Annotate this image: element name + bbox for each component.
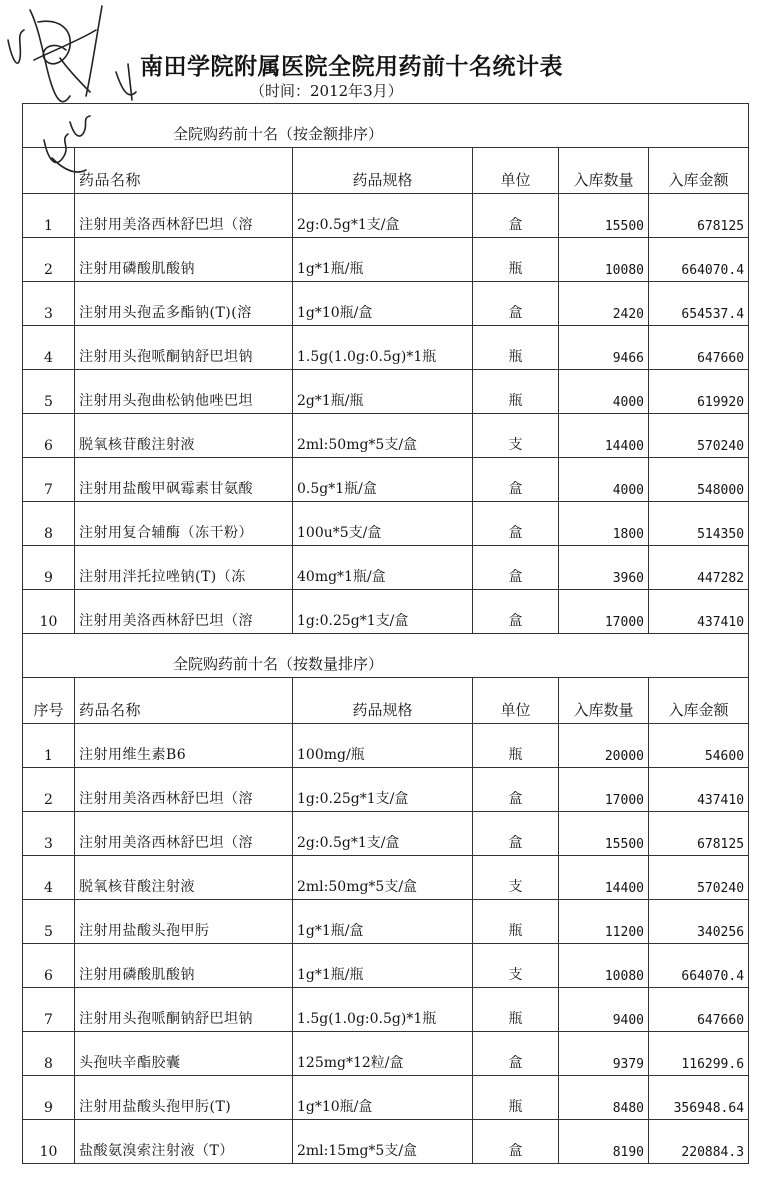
cell-drug-name: 注射用复合辅酶（冻干粉） (75, 502, 293, 546)
cell-stock-amount: 437410 (649, 768, 749, 812)
table-row (23, 458, 749, 502)
cell-stock-amount: 664070.4 (649, 944, 749, 988)
cell-drug-spec: 2g:0.5g*1支/盒 (293, 194, 473, 238)
cell-row-number: 1 (23, 194, 75, 238)
table-row (23, 1032, 749, 1076)
table-row (23, 370, 749, 414)
cell-stock-amount: 664070.4 (649, 238, 749, 282)
cell-drug-name: 脱氧核苷酸注射液 (75, 414, 293, 458)
cell-drug-spec: 1g:0.25g*1支/盒 (293, 768, 473, 812)
cell-row-number: 8 (23, 1032, 75, 1076)
cell-drug-spec: 2ml:50mg*5支/盒 (293, 414, 473, 458)
table-row (23, 326, 749, 370)
cell-drug-name: 注射用泮托拉唑钠(T)（冻 (75, 546, 293, 590)
cell-drug-unit: 瓶 (473, 370, 559, 414)
header-stock-amount: 入库金额 (649, 148, 749, 194)
cell-stock-amount: 447282 (649, 546, 749, 590)
cell-drug-unit: 瓶 (473, 326, 559, 370)
section-title-row (23, 104, 749, 148)
cell-drug-spec: 1.5g(1.0g:0.5g)*1瓶 (293, 326, 473, 370)
table-row (23, 724, 749, 768)
cell-stock-quantity: 15500 (559, 194, 649, 238)
table-row (23, 944, 749, 988)
cell-drug-spec: 1g*1瓶/瓶 (293, 944, 473, 988)
cell-stock-amount: 548000 (649, 458, 749, 502)
cell-drug-name: 注射用头孢哌酮钠舒巴坦钠 (75, 988, 293, 1032)
cell-row-number: 8 (23, 502, 75, 546)
cell-drug-name: 注射用磷酸肌酸钠 (75, 944, 293, 988)
header-stock-amount: 入库金额 (649, 678, 749, 724)
cell-stock-amount: 647660 (649, 988, 749, 1032)
header-drug-name: 药品名称 (75, 148, 293, 194)
cell-drug-unit: 盒 (473, 458, 559, 502)
section-title-row (23, 634, 749, 678)
cell-drug-name: 注射用头孢孟多酯钠(T)(溶 (75, 282, 293, 326)
cell-stock-amount: 220884.3 (649, 1120, 749, 1164)
cell-drug-unit: 支 (473, 414, 559, 458)
header-drug-spec: 药品规格 (293, 678, 473, 724)
page-title: 南田学院附属医院全院用药前十名统计表 (140, 53, 563, 80)
cell-stock-quantity: 8190 (559, 1120, 649, 1164)
cell-drug-unit: 盒 (473, 812, 559, 856)
cell-row-number: 7 (23, 988, 75, 1032)
cell-stock-amount: 654537.4 (649, 282, 749, 326)
cell-row-number: 10 (23, 1120, 75, 1164)
cell-drug-name: 脱氧核苷酸注射液 (75, 856, 293, 900)
section-title: 全院购药前十名（按金额排序） (23, 104, 749, 148)
cell-drug-spec: 1g:0.25g*1支/盒 (293, 590, 473, 634)
cell-row-number: 4 (23, 856, 75, 900)
cell-drug-spec: 1g*10瓶/盒 (293, 1076, 473, 1120)
cell-drug-unit: 盒 (473, 282, 559, 326)
cell-stock-quantity: 1800 (559, 502, 649, 546)
cell-drug-spec: 0.5g*1瓶/盒 (293, 458, 473, 502)
cell-drug-name: 盐酸氨溴索注射液（T） (75, 1120, 293, 1164)
cell-row-number: 3 (23, 812, 75, 856)
cell-row-number: 6 (23, 944, 75, 988)
cell-drug-unit: 瓶 (473, 988, 559, 1032)
cell-stock-amount: 678125 (649, 194, 749, 238)
cell-row-number: 3 (23, 282, 75, 326)
cell-drug-name: 注射用美洛西林舒巴坦（溶 (75, 590, 293, 634)
cell-row-number: 5 (23, 370, 75, 414)
cell-drug-unit: 支 (473, 856, 559, 900)
column-header-row (23, 148, 749, 194)
cell-drug-unit: 盒 (473, 1120, 559, 1164)
header-drug-unit: 单位 (473, 678, 559, 724)
cell-stock-amount: 647660 (649, 326, 749, 370)
table-row (23, 502, 749, 546)
cell-stock-quantity: 14400 (559, 414, 649, 458)
cell-stock-quantity: 4000 (559, 458, 649, 502)
section-title: 全院购药前十名（按数量排序） (23, 634, 749, 678)
cell-stock-amount: 570240 (649, 856, 749, 900)
cell-drug-unit: 盒 (473, 546, 559, 590)
cell-drug-spec: 1g*1瓶/瓶 (293, 238, 473, 282)
cell-drug-name: 注射用盐酸头孢甲肟(T) (75, 1076, 293, 1120)
cell-stock-quantity: 4000 (559, 370, 649, 414)
table-row (23, 768, 749, 812)
cell-stock-quantity: 17000 (559, 590, 649, 634)
cell-stock-amount: 619920 (649, 370, 749, 414)
header-row-number (23, 148, 75, 194)
cell-drug-name: 注射用美洛西林舒巴坦（溶 (75, 812, 293, 856)
cell-row-number: 1 (23, 724, 75, 768)
cell-drug-spec: 2g:0.5g*1支/盒 (293, 812, 473, 856)
cell-stock-quantity: 20000 (559, 724, 649, 768)
table-row (23, 1120, 749, 1164)
header-drug-spec: 药品规格 (293, 148, 473, 194)
cell-stock-quantity: 10080 (559, 944, 649, 988)
cell-stock-quantity: 15500 (559, 812, 649, 856)
cell-stock-quantity: 9379 (559, 1032, 649, 1076)
cell-stock-amount: 340256 (649, 900, 749, 944)
header-row-number: 序号 (23, 678, 75, 724)
header-stock-quantity: 入库数量 (559, 678, 649, 724)
header-stock-quantity: 入库数量 (559, 148, 649, 194)
cell-stock-amount: 356948.64 (649, 1076, 749, 1120)
cell-drug-unit: 瓶 (473, 900, 559, 944)
cell-stock-quantity: 9400 (559, 988, 649, 1032)
table-row (23, 988, 749, 1032)
stats-table (22, 103, 749, 1164)
table-row (23, 1076, 749, 1120)
cell-row-number: 9 (23, 1076, 75, 1120)
cell-drug-unit: 支 (473, 944, 559, 988)
cell-drug-spec: 100u*5支/盒 (293, 502, 473, 546)
cell-row-number: 6 (23, 414, 75, 458)
cell-row-number: 9 (23, 546, 75, 590)
cell-drug-spec: 2g*1瓶/瓶 (293, 370, 473, 414)
cell-drug-spec: 40mg*1瓶/盒 (293, 546, 473, 590)
cell-row-number: 5 (23, 900, 75, 944)
cell-drug-unit: 瓶 (473, 724, 559, 768)
cell-drug-name: 注射用头孢曲松钠他唑巴坦 (75, 370, 293, 414)
table-row (23, 812, 749, 856)
cell-row-number: 7 (23, 458, 75, 502)
cell-drug-unit: 瓶 (473, 1076, 559, 1120)
cell-drug-spec: 2ml:50mg*5支/盒 (293, 856, 473, 900)
cell-stock-quantity: 2420 (559, 282, 649, 326)
cell-drug-name: 注射用盐酸甲砜霉素甘氨酸 (75, 458, 293, 502)
cell-drug-name: 注射用头孢哌酮钠舒巴坦钠 (75, 326, 293, 370)
stats-table-container (22, 103, 748, 1164)
cell-drug-name: 注射用磷酸肌酸钠 (75, 238, 293, 282)
cell-stock-quantity: 9466 (559, 326, 649, 370)
table-row (23, 414, 749, 458)
cell-stock-quantity: 3960 (559, 546, 649, 590)
cell-drug-spec: 100mg/瓶 (293, 724, 473, 768)
cell-stock-quantity: 11200 (559, 900, 649, 944)
table-row (23, 238, 749, 282)
cell-stock-quantity: 10080 (559, 238, 649, 282)
table-row (23, 282, 749, 326)
table-row (23, 590, 749, 634)
cell-stock-quantity: 17000 (559, 768, 649, 812)
cell-drug-unit: 盒 (473, 502, 559, 546)
cell-stock-amount: 514350 (649, 502, 749, 546)
table-row (23, 900, 749, 944)
cell-drug-name: 注射用美洛西林舒巴坦（溶 (75, 194, 293, 238)
header-drug-unit: 单位 (473, 148, 559, 194)
cell-drug-name: 注射用美洛西林舒巴坦（溶 (75, 768, 293, 812)
cell-row-number: 2 (23, 238, 75, 282)
cell-stock-amount: 116299.6 (649, 1032, 749, 1076)
cell-drug-spec: 1.5g(1.0g:0.5g)*1瓶 (293, 988, 473, 1032)
cell-stock-amount: 437410 (649, 590, 749, 634)
cell-drug-unit: 盒 (473, 1032, 559, 1076)
table-row (23, 194, 749, 238)
cell-drug-unit: 盒 (473, 768, 559, 812)
cell-drug-name: 注射用维生素B6 (75, 724, 293, 768)
column-header-row (23, 678, 749, 724)
cell-row-number: 2 (23, 768, 75, 812)
header-drug-name: 药品名称 (75, 678, 293, 724)
cell-drug-unit: 盒 (473, 194, 559, 238)
cell-drug-spec: 1g*10瓶/盒 (293, 282, 473, 326)
cell-drug-unit: 瓶 (473, 238, 559, 282)
cell-stock-amount: 570240 (649, 414, 749, 458)
table-row (23, 546, 749, 590)
cell-drug-spec: 125mg*12粒/盒 (293, 1032, 473, 1076)
cell-drug-spec: 2ml:15mg*5支/盒 (293, 1120, 473, 1164)
cell-drug-unit: 盒 (473, 590, 559, 634)
table-row (23, 856, 749, 900)
cell-row-number: 10 (23, 590, 75, 634)
cell-row-number: 4 (23, 326, 75, 370)
cell-drug-spec: 1g*1瓶/盒 (293, 900, 473, 944)
cell-drug-name: 注射用盐酸头孢甲肟 (75, 900, 293, 944)
cell-stock-quantity: 14400 (559, 856, 649, 900)
cell-stock-amount: 54600 (649, 724, 749, 768)
cell-stock-amount: 678125 (649, 812, 749, 856)
page-subtitle: （时间：2012年3月） (250, 82, 403, 100)
cell-stock-quantity: 8480 (559, 1076, 649, 1120)
cell-drug-name: 头孢呋辛酯胶囊 (75, 1032, 293, 1076)
